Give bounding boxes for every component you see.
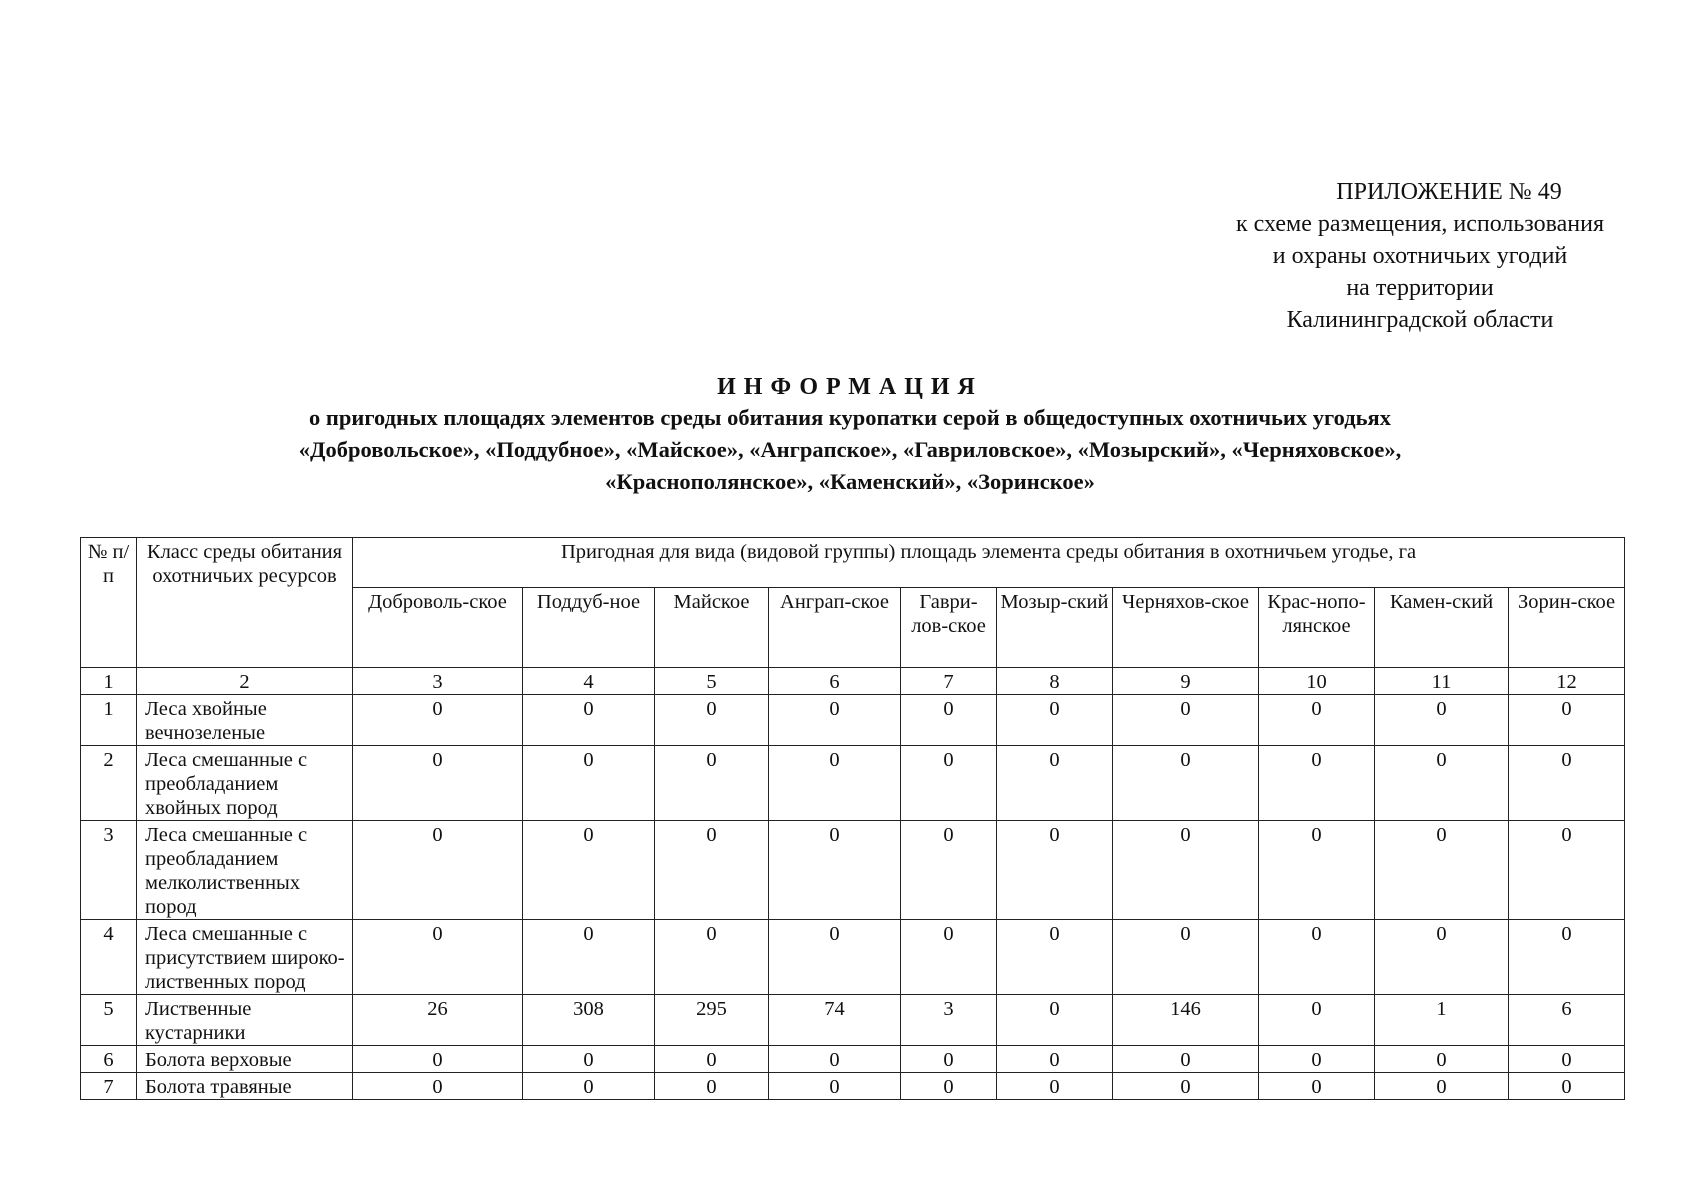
document-subtitle-line: о пригодных площадях элементов среды обитания куропатки серой в общедоступных охотничьих угодьях	[309, 405, 1391, 430]
column-number: 5	[655, 668, 769, 695]
area-value: 0	[523, 695, 655, 746]
area-value: 0	[523, 1073, 655, 1100]
area-value: 0	[353, 920, 523, 995]
area-value: 0	[769, 695, 901, 746]
header-area-column: Крас-нопо-лянское	[1259, 588, 1375, 668]
area-value: 0	[1259, 746, 1375, 821]
appendix-line: Калининградской области	[1286, 307, 1554, 333]
row-number: 5	[81, 995, 137, 1046]
area-value: 0	[997, 746, 1113, 821]
area-value: 0	[997, 695, 1113, 746]
appendix-block	[1180, 176, 1660, 336]
document-title: ИНФОРМАЦИЯ	[717, 374, 983, 400]
document-subtitle-line: «Краснополянское», «Каменский», «Зоринское»	[605, 469, 1095, 494]
table-row	[81, 1046, 1625, 1073]
area-value: 0	[1375, 1073, 1509, 1100]
area-value: 0	[1259, 920, 1375, 995]
table-row	[81, 1073, 1625, 1100]
column-number: 9	[1113, 668, 1259, 695]
area-value: 0	[1113, 1073, 1259, 1100]
area-value: 0	[1259, 1046, 1375, 1073]
area-value: 0	[1375, 920, 1509, 995]
area-value: 0	[901, 1046, 997, 1073]
area-value: 0	[997, 920, 1113, 995]
area-value: 146	[1113, 995, 1259, 1046]
row-number: 4	[81, 920, 137, 995]
column-number-row	[81, 668, 1625, 695]
area-value: 0	[523, 821, 655, 920]
area-value: 0	[1509, 821, 1625, 920]
area-value: 0	[655, 1073, 769, 1100]
area-value: 0	[1113, 920, 1259, 995]
area-value: 0	[1509, 746, 1625, 821]
area-value: 26	[353, 995, 523, 1046]
area-value: 0	[523, 1046, 655, 1073]
column-number: 10	[1259, 668, 1375, 695]
area-value: 0	[1113, 821, 1259, 920]
header-area-column: Гаври-лов-ское	[901, 588, 997, 668]
appendix-line: на территории	[1346, 275, 1494, 301]
header-area-group: Пригодная для вида (видовой группы) площадь элемента среды обитания в охотничьем угодье, га	[353, 538, 1625, 588]
appendix-title: ПРИЛОЖЕНИЕ № 49	[1336, 179, 1562, 205]
area-value: 0	[901, 821, 997, 920]
area-value: 0	[353, 1046, 523, 1073]
area-value: 0	[655, 1046, 769, 1073]
area-value: 1	[1375, 995, 1509, 1046]
habitat-class-label: Болота верховые	[137, 1046, 353, 1073]
habitat-class-label: Болота травяные	[137, 1073, 353, 1100]
area-value: 0	[901, 695, 997, 746]
area-value: 0	[655, 746, 769, 821]
area-value: 0	[1509, 695, 1625, 746]
area-value: 0	[1375, 746, 1509, 821]
area-value: 0	[1509, 1073, 1625, 1100]
area-value: 0	[523, 746, 655, 821]
area-value: 0	[1509, 920, 1625, 995]
area-value: 0	[353, 1073, 523, 1100]
column-number: 3	[353, 668, 523, 695]
header-area-column: Доброволь-ское	[353, 588, 523, 668]
area-value: 0	[997, 1073, 1113, 1100]
area-value: 0	[769, 821, 901, 920]
column-number: 12	[1509, 668, 1625, 695]
table-row	[81, 695, 1625, 746]
area-value: 0	[1113, 1046, 1259, 1073]
area-value: 0	[655, 695, 769, 746]
table-row	[81, 995, 1625, 1046]
header-area-column: Камен-ский	[1375, 588, 1509, 668]
area-value: 0	[769, 1046, 901, 1073]
header-area-column: Черняхов-ское	[1113, 588, 1259, 668]
column-number: 1	[81, 668, 137, 695]
area-value: 0	[1113, 746, 1259, 821]
table-row	[81, 746, 1625, 821]
area-value: 0	[997, 1046, 1113, 1073]
row-number: 1	[81, 695, 137, 746]
table-row	[81, 920, 1625, 995]
area-value: 0	[769, 746, 901, 821]
area-value: 0	[1259, 695, 1375, 746]
area-value: 0	[1509, 1046, 1625, 1073]
row-number: 3	[81, 821, 137, 920]
area-value: 0	[769, 1073, 901, 1100]
header-habitat-class: Класс среды обитания охотничьих ресурсов	[137, 538, 353, 668]
header-area-column: Майское	[655, 588, 769, 668]
area-value: 0	[353, 695, 523, 746]
column-number: 8	[997, 668, 1113, 695]
row-number: 7	[81, 1073, 137, 1100]
header-area-column: Мозыр-ский	[997, 588, 1113, 668]
header-area-column: Ангрaп-ское	[769, 588, 901, 668]
area-value: 0	[353, 746, 523, 821]
area-value: 74	[769, 995, 901, 1046]
area-value: 308	[523, 995, 655, 1046]
area-value: 0	[901, 746, 997, 821]
row-number: 2	[81, 746, 137, 821]
area-value: 0	[655, 821, 769, 920]
document-subtitle-line: «Добровольское», «Поддубное», «Майское», «Ангрaпское», «Гавриловское», «Мозырский», «Черняховское»,	[298, 437, 1402, 462]
area-value: 295	[655, 995, 769, 1046]
habitat-class-label: Леса смешанные с присутствием широко-лиственных пород	[137, 920, 353, 995]
appendix-line: и охраны охотничьих угодий	[1272, 243, 1568, 269]
area-value: 6	[1509, 995, 1625, 1046]
header-area-column: Зорин-ское	[1509, 588, 1625, 668]
column-number: 4	[523, 668, 655, 695]
habitat-area-table	[80, 537, 1625, 1100]
table-row	[81, 821, 1625, 920]
area-value: 0	[1259, 1073, 1375, 1100]
header-area-column: Поддуб-ное	[523, 588, 655, 668]
area-value: 0	[769, 920, 901, 995]
area-value: 0	[997, 821, 1113, 920]
area-value: 0	[655, 920, 769, 995]
area-value: 0	[1259, 995, 1375, 1046]
header-number: № п/п	[81, 538, 137, 668]
area-value: 0	[523, 920, 655, 995]
column-number: 7	[901, 668, 997, 695]
appendix-line: к схеме размещения, использования	[1235, 211, 1605, 237]
area-value: 0	[1259, 821, 1375, 920]
area-value: 0	[1375, 821, 1509, 920]
area-value: 0	[1113, 695, 1259, 746]
column-number: 6	[769, 668, 901, 695]
area-value: 0	[997, 995, 1113, 1046]
habitat-class-label: Леса хвойные вечнозеленые	[137, 695, 353, 746]
area-value: 0	[901, 920, 997, 995]
habitat-class-label: Леса смешанные с преобладанием мелколиственных пород	[137, 821, 353, 920]
area-value: 0	[1375, 695, 1509, 746]
habitat-class-label: Лиственные кустарники	[137, 995, 353, 1046]
area-value: 0	[353, 821, 523, 920]
row-number: 6	[81, 1046, 137, 1073]
area-value: 3	[901, 995, 997, 1046]
habitat-class-label: Леса смешанные с преобладанием хвойных пород	[137, 746, 353, 821]
column-number: 11	[1375, 668, 1509, 695]
document-heading	[100, 372, 1600, 498]
area-value: 0	[1375, 1046, 1509, 1073]
area-value: 0	[901, 1073, 997, 1100]
column-number: 2	[137, 668, 353, 695]
